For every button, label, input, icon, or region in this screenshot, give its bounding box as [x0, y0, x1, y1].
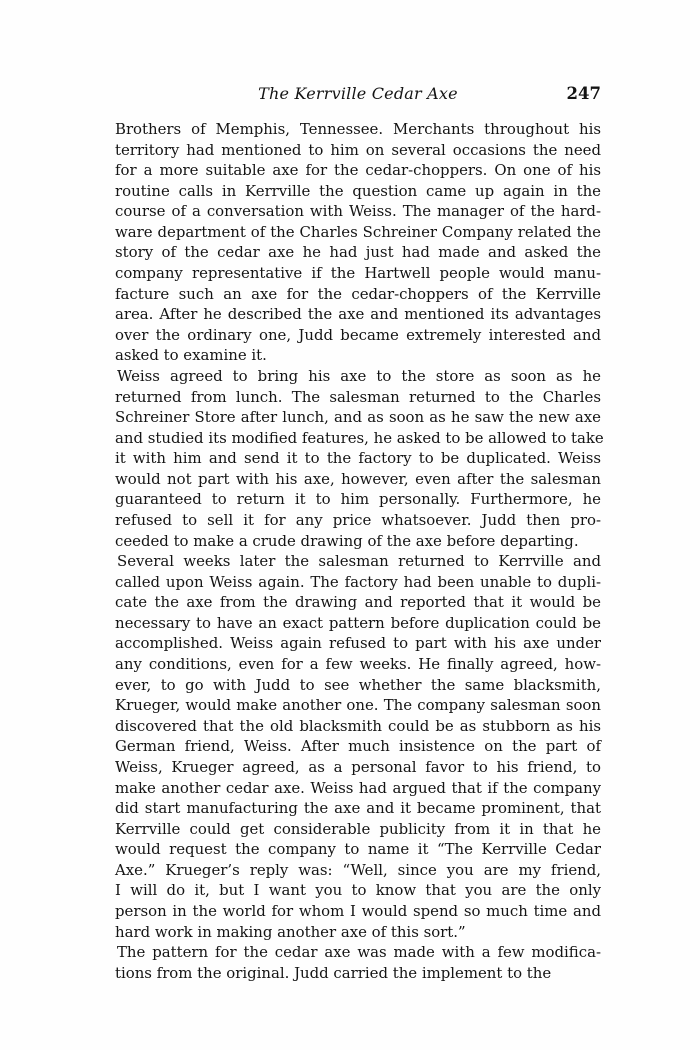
text-line: any conditions, even for a few weeks. He finally agreed, how- [115, 655, 601, 674]
text-line: accomplished. Weiss again refused to part with his axe under [115, 634, 601, 653]
text-line: for a more suitable axe for the cedar-choppers. On one of his [115, 161, 601, 180]
text-line: called upon Weiss again. The factory had been unable to dupli- [115, 572, 601, 591]
paragraph [115, 119, 601, 366]
text-line: person in the world for whom I would spend so much time and [115, 901, 601, 920]
paragraph [115, 551, 601, 942]
text-line: German friend, Weiss. After much insistence on the part of [115, 737, 601, 756]
text-line: hard work in making another axe of this sort.” [115, 922, 466, 941]
text-line: asked to examine it. [115, 346, 267, 365]
text-line: tions from the original. Judd carried the implement to the [115, 963, 552, 982]
text-line: story of the cedar axe he had just had made and asked the [115, 243, 601, 262]
text-line: course of a conversation with Weiss. The manager of the hard- [115, 202, 601, 221]
text-line: it with him and send it to the factory to be duplicated. Weiss [115, 449, 601, 468]
text-line: Weiss agreed to bring his axe to the store as soon as he [117, 366, 601, 385]
running-title: The Kerrville Cedar Axe [258, 84, 458, 103]
text-line: Kerrville could get considerable publicity from it in that he [115, 819, 601, 838]
text-line: Axe.” Krueger’s reply was: “Well, since you are my friend, [115, 860, 601, 879]
page-number: 247 [566, 84, 601, 103]
text-line: necessary to have an exact pattern before duplication could be [115, 613, 601, 632]
text-line: ever, to go with Judd to see whether the same blacksmith, [115, 675, 601, 694]
text-line: make another cedar axe. Weiss had argued that if the company [115, 778, 601, 797]
text-line: Krueger, would make another one. The company salesman soon [115, 696, 601, 715]
text-line: routine calls in Kerrville the question came up again in the [115, 181, 601, 200]
text-line: ceeded to make a crude drawing of the axe before departing. [115, 531, 579, 550]
body-text [115, 119, 604, 983]
text-line: area. After he described the axe and mentioned its advantages [115, 305, 601, 324]
text-line: ware department of the Charles Schreiner Company related the [115, 222, 601, 241]
running-header [115, 84, 601, 110]
text-line: Weiss, Krueger agreed, as a personal favor to his friend, to [115, 757, 601, 776]
text-line: returned from lunch. The salesman returned to the Charles [115, 387, 601, 406]
text-line: would not part with his axe, however, even after the salesman [115, 469, 601, 488]
text-line: The pattern for the cedar axe was made with a few modifica- [117, 943, 601, 962]
text-line: Schreiner Store after lunch, and as soon as he saw the new axe [115, 408, 601, 427]
text-line: over the ordinary one, Judd became extremely interested and [115, 325, 601, 344]
text-line: did start manufacturing the axe and it became prominent, that [115, 799, 601, 818]
paragraph [115, 942, 601, 983]
text-line: territory had mentioned to him on several occasions the need [115, 140, 601, 159]
paragraph [115, 366, 604, 551]
text-line: guaranteed to return it to him personally. Furthermore, he [115, 490, 601, 509]
text-line: Several weeks later the salesman returned to Kerrville and [117, 552, 601, 571]
text-line: refused to sell it for any price whatsoever. Judd then pro- [115, 510, 601, 529]
text-line: company representative if the Hartwell people would manu- [115, 264, 601, 283]
text-line: and studied its modified features, he asked to be allowed to take [115, 428, 604, 447]
text-line: would request the company to name it “The Kerrville Cedar [115, 840, 601, 859]
text-line: cate the axe from the drawing and reported that it would be [115, 593, 601, 612]
text-line: facture such an axe for the cedar-choppers of the Kerrville [115, 284, 601, 303]
text-line: I will do it, but I want you to know that you are the only [115, 881, 601, 900]
text-line: Brothers of Memphis, Tennessee. Merchants throughout his [115, 120, 601, 138]
text-line: discovered that the old blacksmith could be as stubborn as his [115, 716, 601, 735]
